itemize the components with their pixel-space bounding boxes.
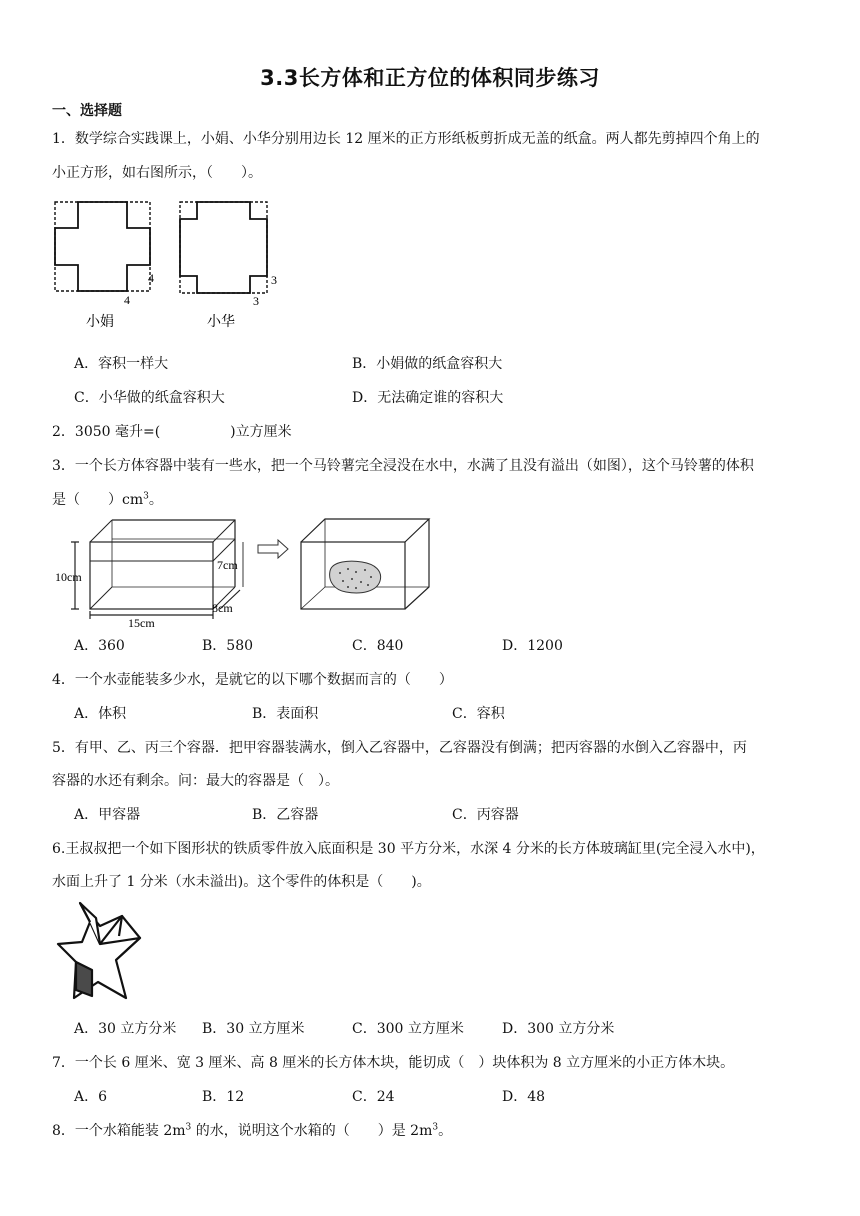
q7-text: 7．一个长 6 厘米、宽 3 厘米、高 8 厘米的长方体木块，能切成（ ）块体积为 8 立方厘米的小正方体木块。 <box>52 1055 735 1071</box>
q6-option-c: C．300 立方厘米 <box>352 1021 464 1037</box>
q1-label-b: 小华 <box>207 314 235 330</box>
arrow-icon <box>258 540 288 558</box>
q4-option-b: B．表面积 <box>252 706 319 722</box>
q6-option-d: D．300 立方分米 <box>502 1021 615 1037</box>
q1-line1: 1．数学综合实践课上，小娟、小华分别用边长 12 厘米的正方形纸板剪折成无盖的纸盒。两人都先剪掉四个角上的 <box>52 131 760 147</box>
q1-num-a-bottom: 4 <box>124 293 130 307</box>
q5-option-c: C．丙容器 <box>452 807 519 823</box>
q5-option-b: B．乙容器 <box>252 807 319 823</box>
q1-option-d: D．无法确定谁的容积大 <box>352 390 504 406</box>
q3-dim-width: 15cm <box>128 616 155 630</box>
q1-figure-b <box>180 202 267 293</box>
q3-dim-depth: 8cm <box>212 601 233 615</box>
q3-dim-water: 7cm <box>217 558 238 572</box>
q3-option-c: C．840 <box>352 638 404 654</box>
star-icon <box>58 903 140 998</box>
q7-option-a: A．6 <box>74 1089 108 1105</box>
q7-option-b: B．12 <box>202 1089 245 1105</box>
q4-option-c: C．容积 <box>452 706 505 722</box>
q1-num-b-bottom: 3 <box>253 294 259 308</box>
q5-option-a: A．甲容器 <box>74 807 141 823</box>
q3-option-d: D．1200 <box>502 638 563 654</box>
q1-option-b: B．小娟做的纸盒容积大 <box>352 356 503 372</box>
q1-option-c: C．小华做的纸盒容积大 <box>74 390 225 406</box>
q3-option-a: A．360 <box>74 638 125 654</box>
q1-line2: 小正方形，如右图所示，（ ）。 <box>52 165 262 181</box>
q1-figure-a <box>55 202 150 291</box>
q6-line2: 水面上升了 1 分米（水未溢出)。这个零件的体积是（ )。 <box>52 874 431 890</box>
q3-figure <box>50 515 440 630</box>
q6-star-figure <box>52 898 162 1008</box>
q6-option-a: A．30 立方分米 <box>74 1021 177 1037</box>
section-heading: 一、选择题 <box>52 103 122 119</box>
potato-icon <box>330 561 381 593</box>
q1-label-a: 小娟 <box>86 314 114 330</box>
q7-option-d: D．48 <box>502 1089 546 1105</box>
q3-line1: 3．一个长方体容器中装有一些水，把一个马铃薯完全浸没在水中，水满了且没有溢出（如图），这个马铃薯的体积 <box>52 458 754 474</box>
q1-option-a: A．容积一样大 <box>74 356 169 372</box>
q5-line2: 容器的水还有剩余。问：最大的容器是（ ）。 <box>52 773 339 789</box>
q2-text: 2．3050 毫升=( )立方厘米 <box>52 424 292 440</box>
q8-text: 8．一个水箱能装 $2m^3$ 的水，说明这个水箱的（ ）是 $2m^3$。 <box>52 1122 453 1139</box>
q1-num-b-right: 3 <box>271 273 277 287</box>
q3-line2: 是（ ）$cm^3$。 <box>52 491 163 508</box>
q1-figure <box>50 198 280 338</box>
page-title: 3.3长方体和正方位的体积同步练习 <box>260 66 600 90</box>
q3-dim-height: 10cm <box>55 570 82 584</box>
q4-option-a: A．体积 <box>74 706 127 722</box>
q1-num-a-right: 4 <box>148 271 154 285</box>
q3-option-b: B．580 <box>202 638 254 654</box>
q7-option-c: C．24 <box>352 1089 395 1105</box>
q6-line1: 6.王叔叔把一个如下图形状的铁质零件放入底面积是 30 平方分米，水深 4 分米的长方体玻璃缸里(完全浸入水中)， <box>52 841 765 857</box>
q4-text: 4．一个水壶能装多少水，是就它的以下哪个数据而言的（ ） <box>52 672 453 688</box>
q5-line1: 5．有甲、乙、丙三个容器．把甲容器装满水，倒入乙容器中，乙容器没有倒满；把丙容器的水倒入乙容器中，丙 <box>52 740 747 756</box>
q6-option-b: B．30 立方厘米 <box>202 1021 305 1037</box>
